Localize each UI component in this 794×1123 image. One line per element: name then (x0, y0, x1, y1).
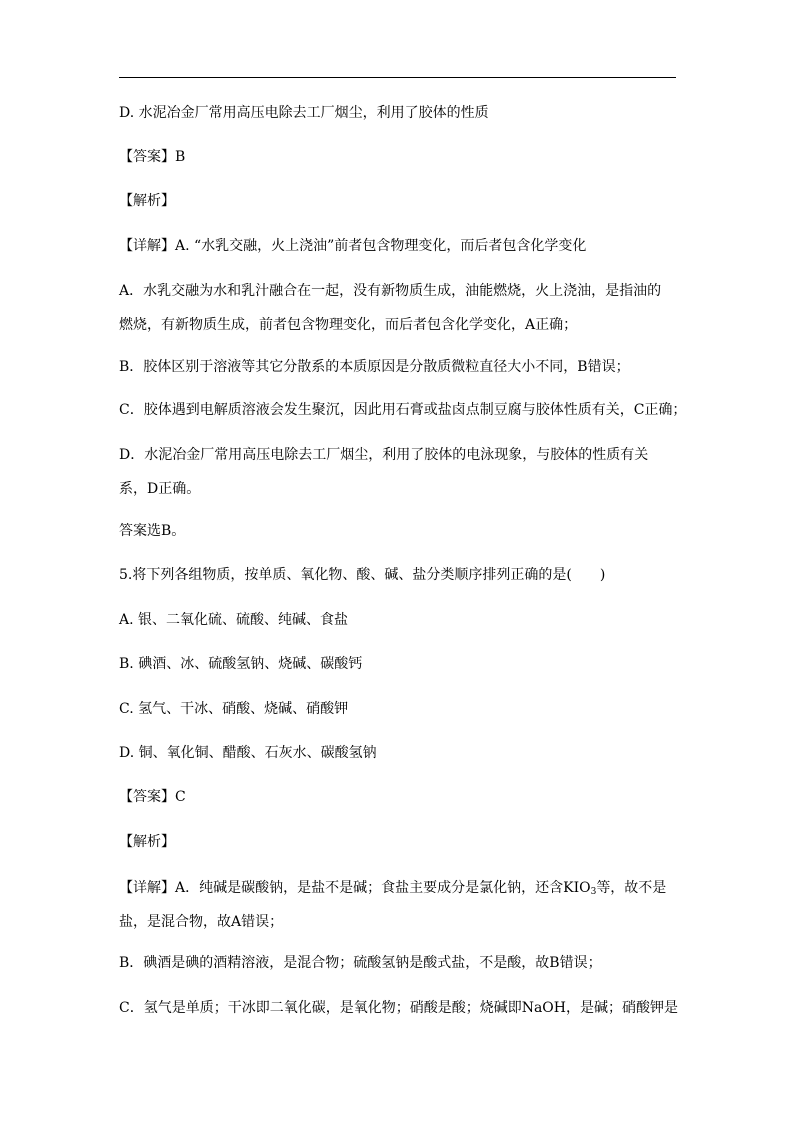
detail-c-question-5: C．氢气是单质；干冰即二氧化碳，是氧化物；硝酸是酸；烧碱即NaOH，是碱；硝酸钾是 (119, 1000, 678, 1016)
answer-label-previous: 【答案】B (119, 149, 186, 165)
question-5-option-d: D. 铜、氧化铜、醋酸、石灰水、碳酸氢钠 (119, 745, 377, 761)
answer-label-question-5: 【答案】C (119, 789, 186, 805)
analysis-label-question-5: 【解析】 (119, 834, 175, 850)
explanation-c: C．胶体遇到电解质溶液会发生聚沉，因此用石膏或盐卤点制豆腐与胶体性质有关，C正确； (119, 402, 687, 418)
question-5-option-a: A. 银、二氧化硫、硫酸、纯碱、食盐 (119, 612, 349, 628)
detail-b-question-5: B．碘酒是碘的酒精溶液，是混合物；硫酸氢钠是酸式盐，不是酸，故B错误； (119, 955, 602, 971)
option-d-previous: D. 水泥冶金厂常用高压电除去工厂烟尘，利用了胶体的性质 (119, 105, 489, 121)
explanation-b: B．胶体区别于溶液等其它分散系的本质原因是分散质微粒直径大小不同，B错误； (119, 359, 630, 375)
detail-a-text-after: 等，故不是盐，是混合物，故A错误； (119, 880, 667, 930)
question-5-option-c: C. 氢气、干冰、硝酸、烧碱、硝酸钾 (119, 701, 349, 717)
question-5-stem: 5.将下列各组物质，按单质、氧化物、酸、碱、盐分类顺序排列正确的是( ) (119, 567, 606, 583)
detail-a-question-5 (119, 871, 675, 939)
explanation-d: D．水泥冶金厂常用高压电除去工厂烟尘，利用了胶体的电泳现象，与胶体的性质有关系，D正确。 (119, 447, 649, 497)
detail-a-subscript: 3 (590, 887, 597, 897)
header-rule (119, 77, 676, 78)
detail-a-text-before: 【详解】A．纯碱是碳酸钠，是盐不是碱；食盐主要成分是氯化钠，还含KIO (119, 880, 591, 896)
question-5-option-b: B. 碘酒、冰、硫酸氢钠、烧碱、碳酸钙 (119, 656, 363, 672)
answer-choice-previous: 答案选B。 (119, 523, 186, 539)
explanation-a: A．水乳交融为水和乳汁融合在一起，没有新物质生成，油能燃烧，火上浇油，是指油的燃烧，有新物质生成，前者包含物理变化，而后者包含化学变化，A正确； (119, 283, 662, 333)
detail-intro-previous: 【详解】A. “水乳交融，火上浇油”前者包含物理变化，而后者包含化学变化 (119, 238, 587, 254)
analysis-label-previous: 【解析】 (119, 193, 175, 209)
